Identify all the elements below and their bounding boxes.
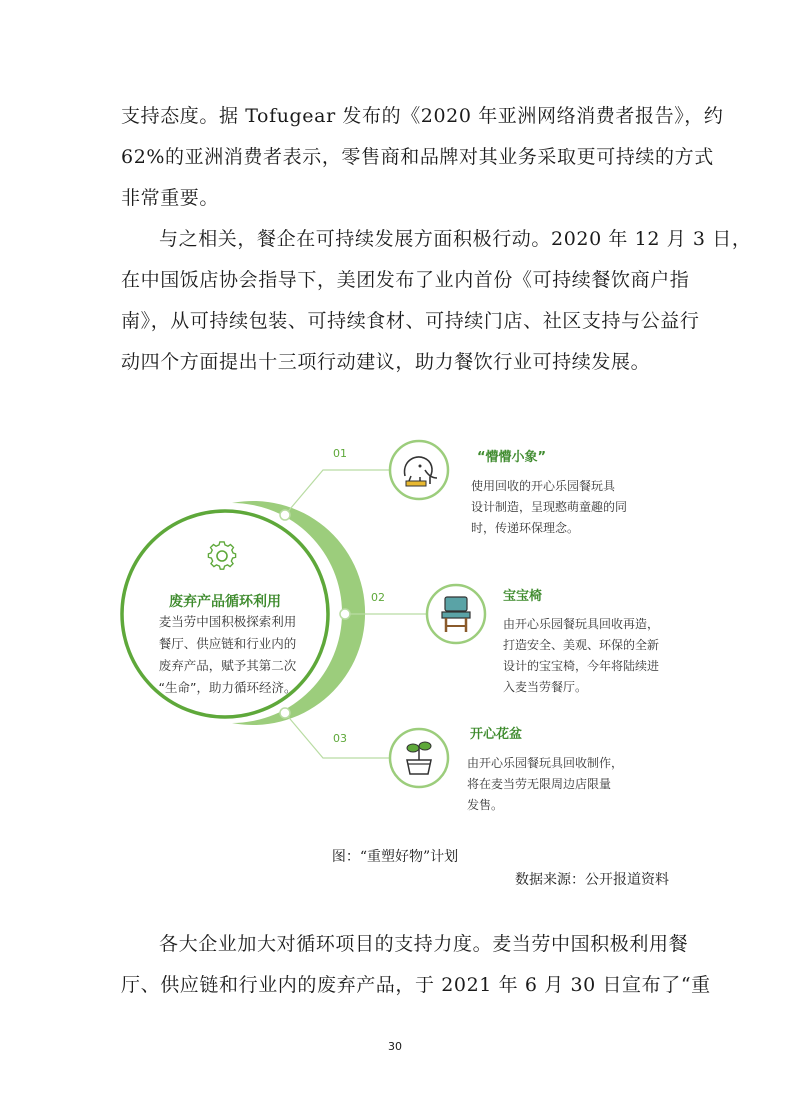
figure-caption: 图：“重塑好物”计划 [331, 849, 459, 865]
text-line: 在中国饭店协会指导下，美团发布了业内首份《可持续餐饮商户指 [121, 269, 690, 291]
text-line: 厅、供应链和行业内的废弃产品，于 2021 年 6 月 30 日宣布了“重 [121, 974, 711, 996]
item-description-flowerpot [467, 753, 623, 816]
text-line: 各大企业加大对循环项目的支持力度。麦当劳中国积极利用餐 [159, 933, 689, 955]
item-description-line: 设计制造，呈现憨萌童趣的同 [471, 500, 628, 514]
text-line: 与之相关，餐企在可持续发展方面积极行动。2020 年 12 月 3 日， [159, 228, 752, 250]
text-line: 南》，从可持续包装、可持续食材、可持续门店、社区支持与公益行 [121, 310, 700, 332]
connector-dot [280, 510, 290, 520]
center-description-line: 废弃产品，赋予其第二次 [158, 658, 297, 673]
item-description-line: 发售。 [467, 798, 504, 812]
connector-line-01 [285, 470, 390, 515]
item-number-03: 03 [333, 732, 347, 745]
elephant-icon [390, 441, 448, 499]
item-description-line: 使用回收的开心乐园餐玩具 [471, 479, 616, 493]
plant-pot-icon [390, 729, 448, 787]
center-title: 废弃产品循环利用 [169, 594, 281, 610]
item-title-elephant: “懵懵小象” [477, 450, 547, 465]
item-description-line: 打造安全、美观、环保的全新 [503, 638, 660, 652]
connector-dot [340, 609, 350, 619]
item-description-line: 时，传递环保理念。 [471, 521, 580, 535]
item-number-02: 02 [371, 591, 385, 604]
item-description-line: 设计的宝宝椅，今年将陆续进 [503, 659, 660, 673]
chair-icon [427, 585, 485, 643]
center-description-line: 麦当劳中国积极探索利用 [158, 614, 297, 629]
connector-dot [280, 708, 290, 718]
paragraph-companies [121, 924, 711, 1006]
item-description-elephant [471, 476, 627, 539]
item-description-line: 由开心乐园餐玩具回收制作， [467, 756, 624, 770]
item-number-01: 01 [333, 447, 347, 460]
text-line: 非常重要。 [121, 187, 220, 209]
text-line: 动四个方面提出十三项行动建议，助力餐饮行业可持续发展。 [121, 351, 651, 373]
page-number: 30 [388, 1040, 402, 1053]
figure-source: 数据来源：公开报道资料 [515, 872, 669, 888]
text-line: 62%的亚洲消费者表示，零售商和品牌对其业务采取更可持续的方式 [121, 146, 714, 168]
item-title-flowerpot: 开心花盆 [470, 727, 523, 742]
item-description-line: 将在麦当劳无限周边店限量 [467, 777, 612, 791]
item-description-line: 入麦当劳餐厅。 [503, 680, 588, 694]
center-description-line: 餐厅、供应链和行业内的 [158, 636, 297, 651]
center-description [145, 611, 310, 699]
item-title-chair: 宝宝椅 [503, 589, 543, 604]
text-line: 支持态度。据 Tofugear 发布的《2020 年亚洲网络消费者报告》，约 [121, 105, 724, 127]
center-description-line: “生命”，助力循环经济。 [158, 680, 297, 695]
item-description-chair [503, 614, 659, 698]
item-description-line: 由开心乐园餐玩具回收再造， [503, 617, 660, 631]
